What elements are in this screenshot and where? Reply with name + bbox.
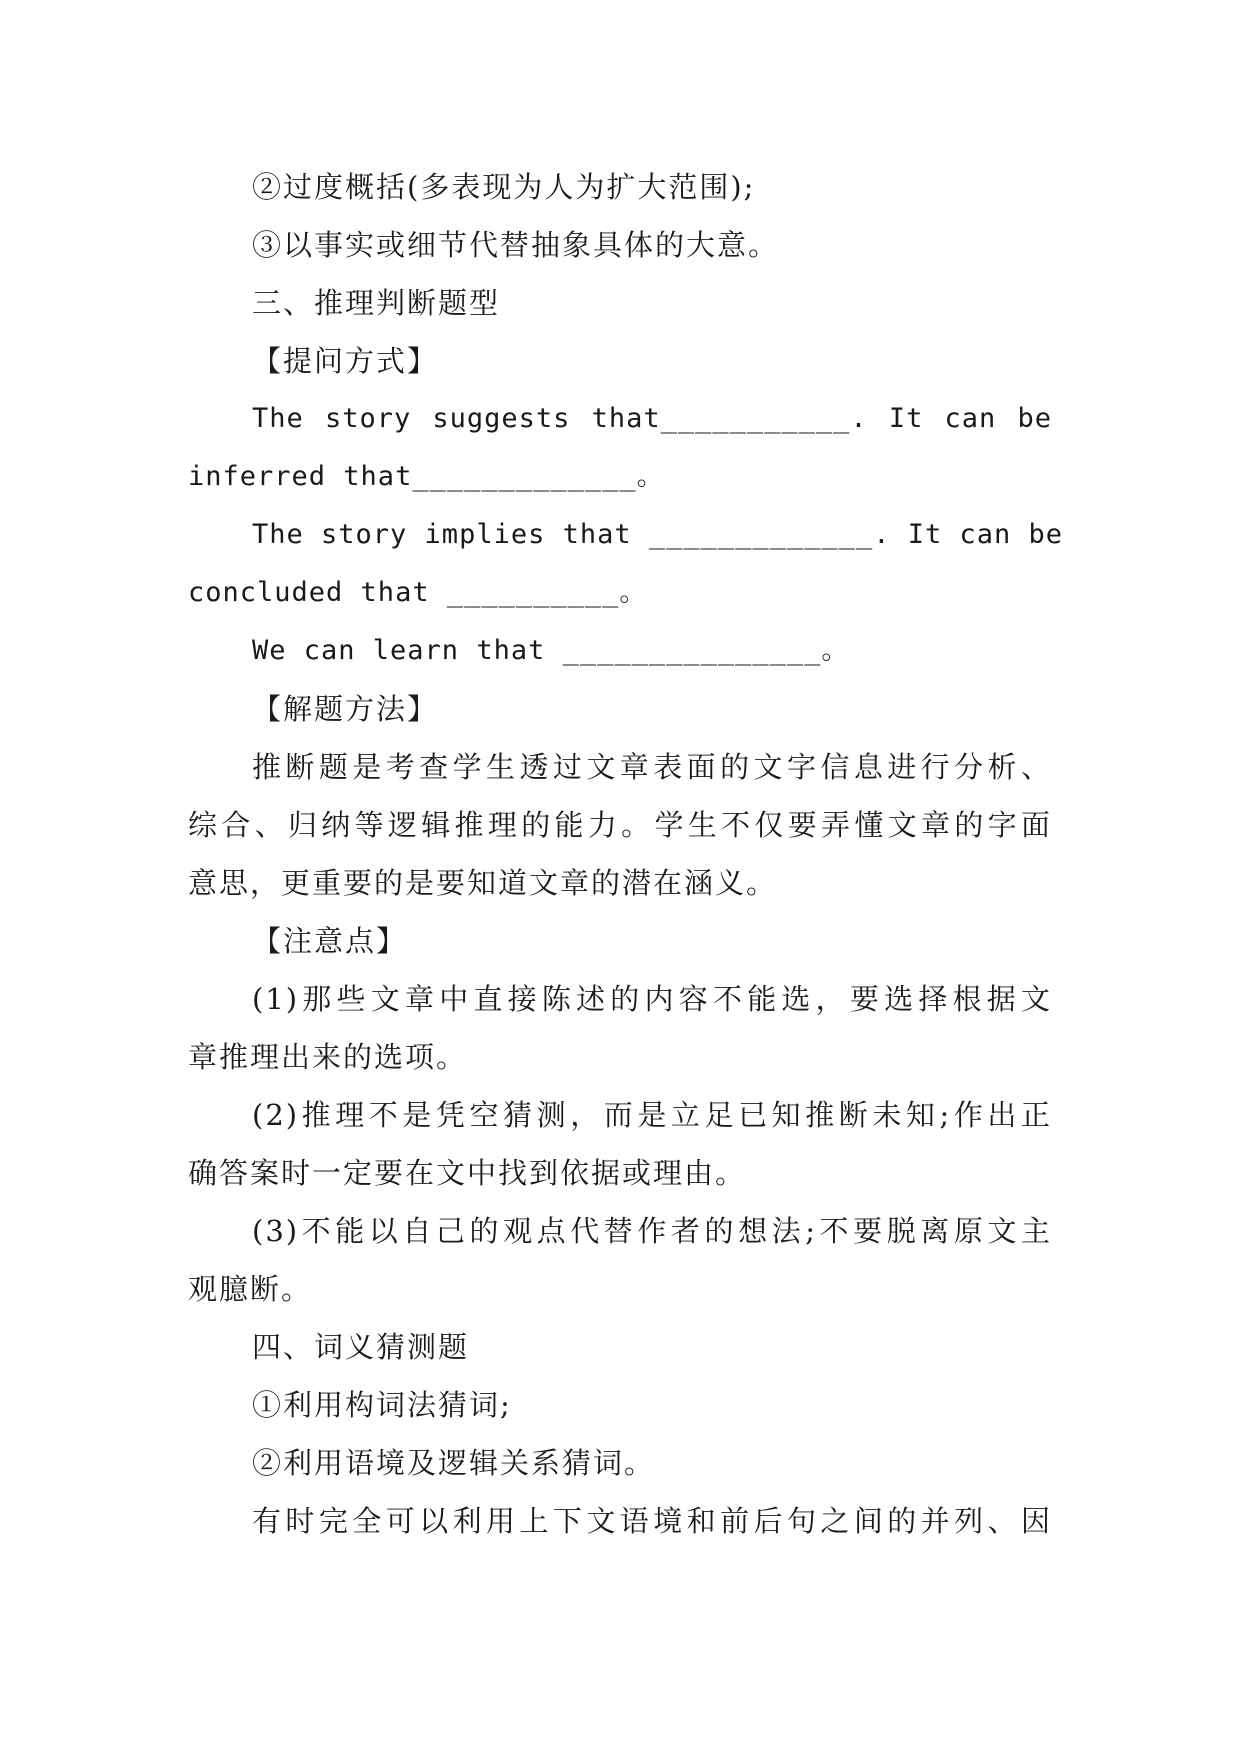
paragraph-line: 综合、归纳等逻辑推理的能力。学生不仅要弄懂文章的字面 — [188, 808, 1052, 842]
paragraph-line: ②利用语境及逻辑关系猜词。 — [252, 1446, 656, 1480]
paragraph-line: 有时完全可以利用上下文语境和前后句之间的并列、因 — [252, 1504, 1052, 1538]
subheading: 【提问方式】 — [252, 344, 439, 378]
paragraph-line: 确答案时一定要在文中找到依据或理由。 — [188, 1156, 747, 1190]
document-body — [188, 158, 1064, 1550]
paragraph-line: ①利用构词法猜词; — [252, 1388, 512, 1422]
section-heading: 四、词义猜测题 — [252, 1330, 470, 1364]
paragraph-line: (1)那些文章中直接陈述的内容不能选，要选择根据文 — [252, 982, 1052, 1016]
paragraph-line: ③以事实或细节代替抽象具体的大意。 — [252, 228, 780, 262]
section-heading: 三、推理判断题型 — [252, 286, 501, 320]
subheading: 【注意点】 — [252, 924, 408, 958]
example-line: We can learn that _______________。 — [252, 635, 850, 666]
example-line: The story implies that _____________. It can be — [252, 519, 1064, 550]
paragraph-line: 章推理出来的选项。 — [188, 1040, 468, 1074]
paragraph-line: ②过度概括(多表现为人为扩大范围); — [252, 170, 756, 204]
paragraph-line: 观臆断。 — [188, 1272, 313, 1306]
paragraph-line: (2)推理不是凭空猜测，而是立足已知推断未知;作出正 — [252, 1098, 1052, 1132]
example-line: inferred that_____________。 — [188, 461, 665, 492]
paragraph-line: 意思，更重要的是要知道文章的潜在涵义。 — [188, 866, 778, 900]
example-line: concluded that __________。 — [188, 577, 648, 608]
subheading: 【解题方法】 — [252, 692, 439, 726]
paragraph-line: (3)不能以自己的观点代替作者的想法;不要脱离原文主 — [252, 1214, 1052, 1248]
paragraph-line: 推断题是考查学生透过文章表面的文字信息进行分析、 — [252, 750, 1052, 784]
example-line: The story suggests that___________. It can be — [252, 403, 1052, 434]
